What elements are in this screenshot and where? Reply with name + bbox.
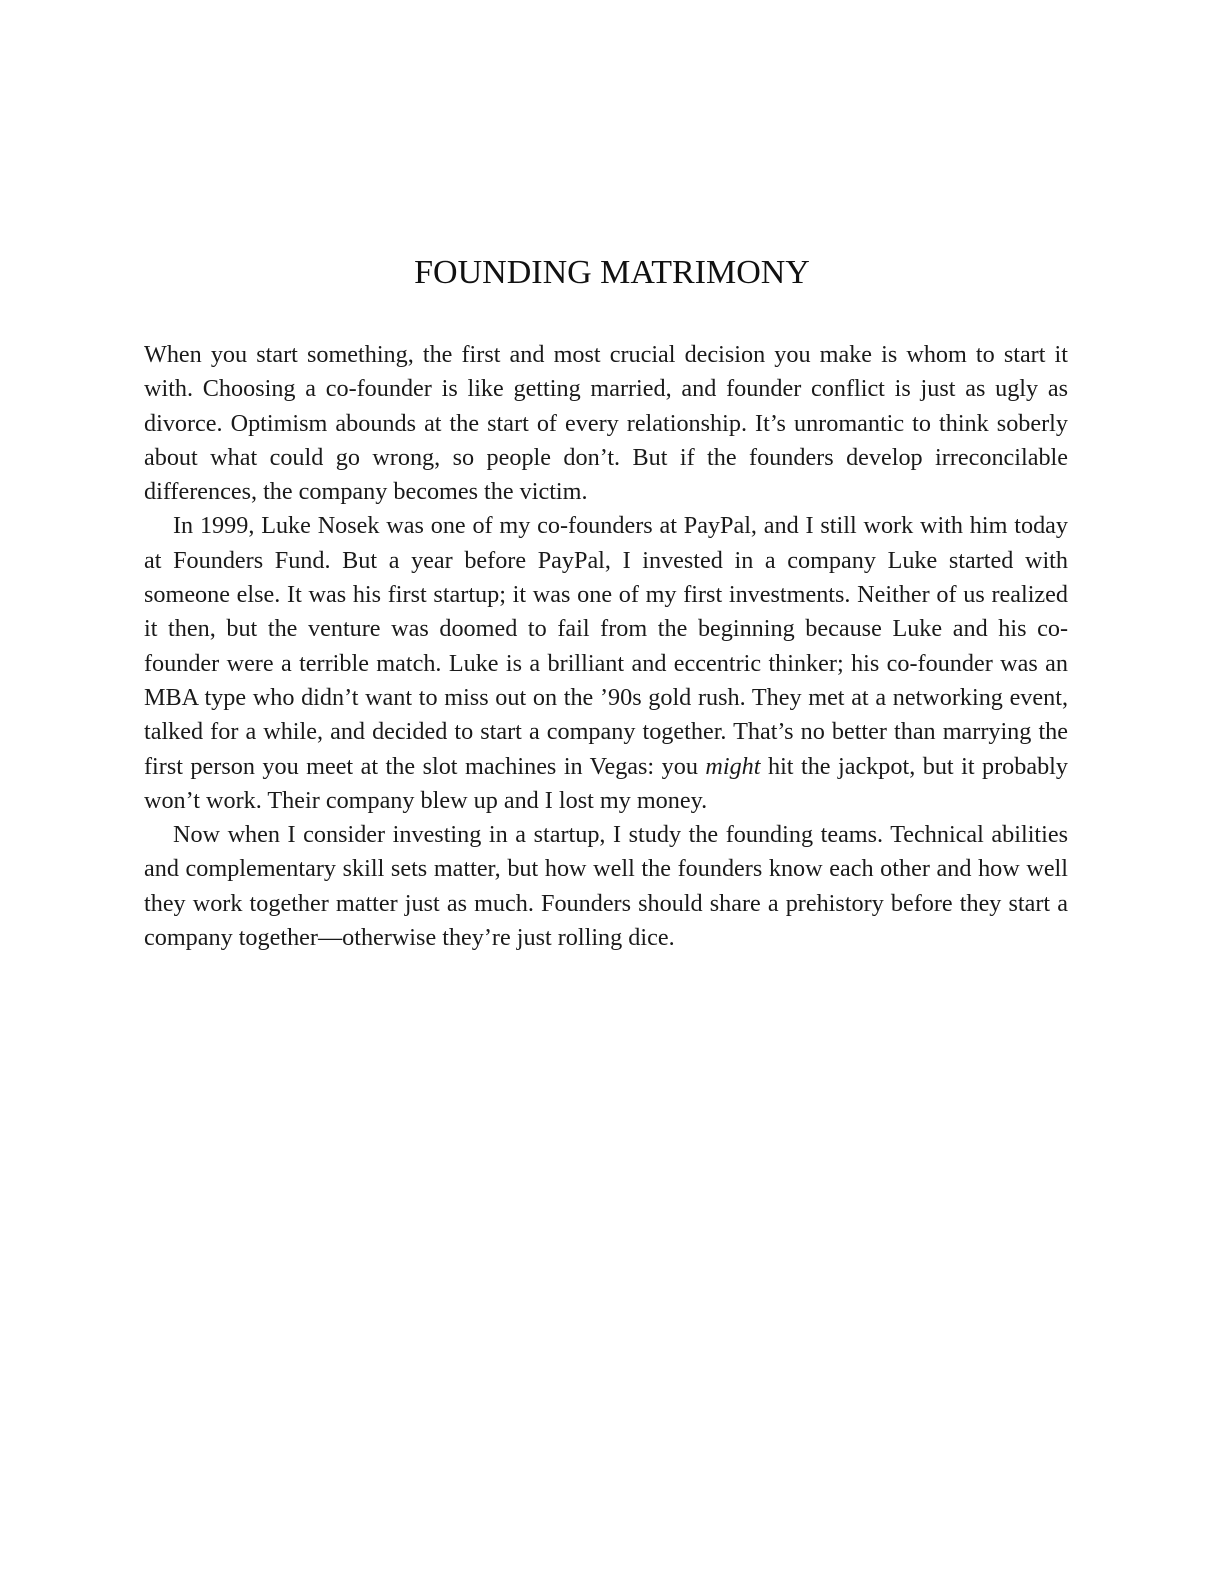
paragraph-2-text-end: hit the jackpot, but it probably won’t work. Their company blew up and I lost my money.	[144, 752, 1068, 814]
paragraph-2	[144, 509, 1068, 818]
emphasized-word: might	[705, 752, 761, 780]
paragraph-2-text-start: In 1999, Luke Nosek was one of my co-founders at PayPal, and I still work with him today at Founders Fund. But a year before PayPal, I invested in a company Luke started with someone else. It was his first startup; it was one of my first investments. Neither of us realized it then, but the venture was doomed to fail from the beginning because Luke and his co-founder were a terrible match. Luke is a brilliant and eccentric thinker; his co-founder was an MBA type who didn’t want to miss out on the ’90s gold rush. They met at a networking event, talked for a while, and decided to start a company together. That’s no better than marrying the first person you meet at the slot machines in Vegas: you	[144, 512, 1068, 780]
paragraph-3: Now when I consider investing in a startup, I study the founding teams. Technical abilities and complementary skill sets matter, but how well the founders know each other and how well they work together matter just as much. Founders should share a prehistory before they start a company together—otherwise they’re just rolling dice.	[144, 821, 1068, 952]
chapter-heading: FOUNDING MATRIMONY	[414, 254, 810, 291]
paragraph-1: When you start something, the first and most crucial decision you make is whom to start it with. Choosing a co-founder is like getting married, and founder conflict is just as ugly as divorce. Optimism abounds at the start of every relationship. It’s unromantic to think soberly about what could go wrong, so people don’t. But if the founders develop irreconcilable differences, the company becomes the victim.	[144, 341, 1068, 506]
body-text	[144, 338, 1068, 955]
